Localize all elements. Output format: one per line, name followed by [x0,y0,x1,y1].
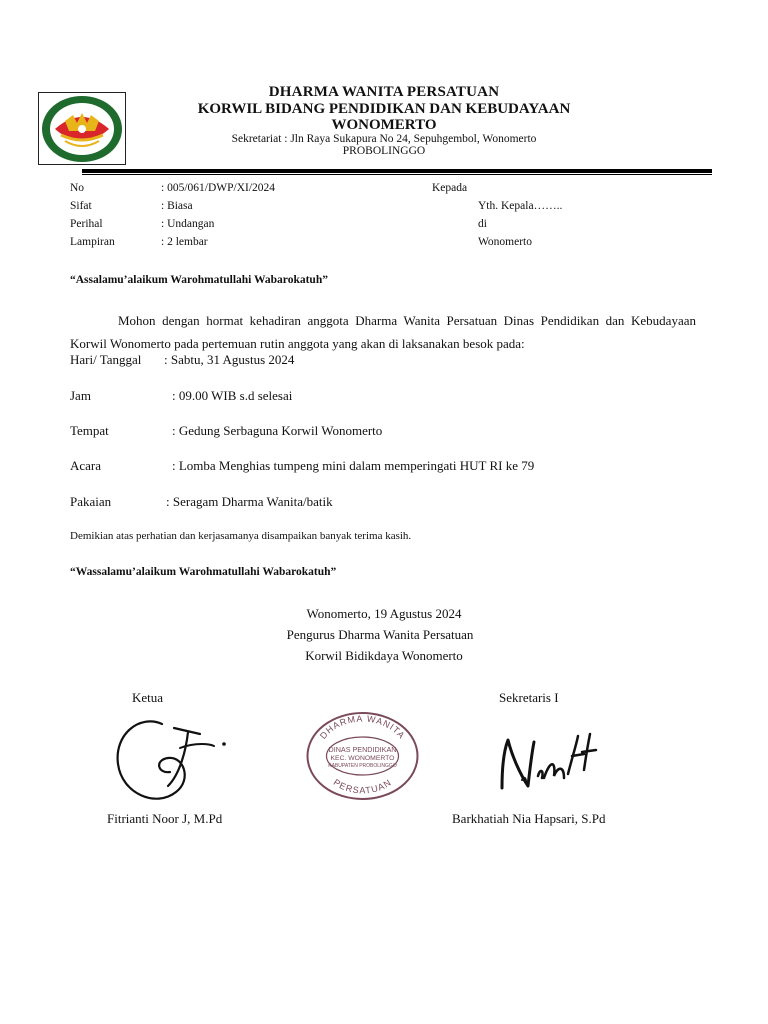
greeting-close: “Wassalamu’alaikum Warohmatullahi Wabarokatuh” [70,566,337,578]
org-subtitle: KORWIL BIDANG PENDIDIKAN DAN KEBUDAYAAN [197,101,571,117]
ketua-signature [110,712,235,807]
meta-sifat-label: Sifat [70,200,92,212]
detail-acara-value: : Lomba Menghias tumpeng mini dalam memperingati HUT RI ke 79 [172,458,535,473]
left-signatory-name: Fitrianti Noor J, M.Pd [107,811,223,826]
stamp-bottom-text: PERSATUAN [331,777,394,796]
right-signatory-name: Barkhatiah Nia Hapsari, S.Pd [452,811,606,826]
closing-text: Demikian atas perhatian dan kerjasamanya disampaikan banyak terima kasih. [70,530,412,542]
signoff-place-date: Wonomerto, 19 Agustus 2024 [306,606,462,621]
detail-tempat-value: : Gedung Serbaguna Korwil Wonomerto [172,423,383,438]
detail-hari-label: Hari/ Tanggal [70,352,142,367]
org-title: DHARMA WANITA PERSATUAN [268,84,500,100]
organization-stamp [305,711,420,801]
meta-perihal-label: Perihal [70,218,103,230]
org-city: PROBOLINGGO [342,145,426,157]
stamp-line2: KEC. WONOMERTO [330,755,395,762]
meta-lampiran-label: Lampiran [70,236,115,248]
stamp-top-text: DHARMA WANITA [317,713,408,741]
meta-no-value: : 005/061/DWP/XI/2024 [161,182,276,194]
meta-no-label: No [70,182,85,194]
right-signatory-role: Sekretaris I [499,690,559,705]
org-region: WONOMERTO [331,117,437,133]
detail-pakaian-label: Pakaian [70,494,112,509]
sekretaris-signature [478,716,613,806]
signoff-body-line2: Korwil Bidikdaya Wonomerto [305,648,463,663]
header-divider-thick [82,169,712,173]
svg-text:PERSATUAN [332,777,394,795]
meta-sifat-value: : Biasa [161,200,193,212]
invitation-paragraph-text: Mohon dengan hormat kehadiran anggota Dharma Wanita Persatuan Dinas Pendidikan dan Kebudayaan Korwil Wonomerto pada pertemuan rutin anggota yang akan di laksanakan besok pada: [70,313,696,351]
detail-jam-label: Jam [70,388,91,403]
detail-jam-value: : 09.00 WIB s.d selesai [172,388,293,403]
left-signatory-role: Ketua [132,690,164,705]
dharma-wanita-emblem-icon [39,93,125,164]
detail-tempat-label: Tempat [70,423,109,438]
signoff-body-line1: Pengurus Dharma Wanita Persatuan [286,627,474,642]
recipient-place: Wonomerto [478,236,533,248]
detail-hari-value: : Sabtu, 31 Agustus 2024 [164,352,295,367]
meta-lampiran-value: : 2 lembar [161,236,208,248]
meta-perihal-value: : Undangan [161,218,215,230]
recipient-yth: Yth. Kepala…….. [478,200,563,212]
organization-logo [38,92,126,165]
header-divider-thin [82,174,712,175]
invitation-paragraph [70,309,696,355]
stamp-line3: KABUPATEN PROBOLINGGO [328,763,397,769]
greeting-open: “Assalamu’alaikum Warohmatullahi Wabarokatuh” [70,274,328,286]
detail-acara-label: Acara [70,458,102,473]
org-address: Sekretariat : Jln Raya Sukapura No 24, Sepuhgembol, Wonomerto [231,133,537,145]
recipient-di: di [478,218,487,230]
detail-pakaian-value: : Seragam Dharma Wanita/batik [166,494,333,509]
recipient-kepada: Kepada [432,182,468,194]
stamp-line1: DINAS PENDIDIKAN [328,745,397,754]
